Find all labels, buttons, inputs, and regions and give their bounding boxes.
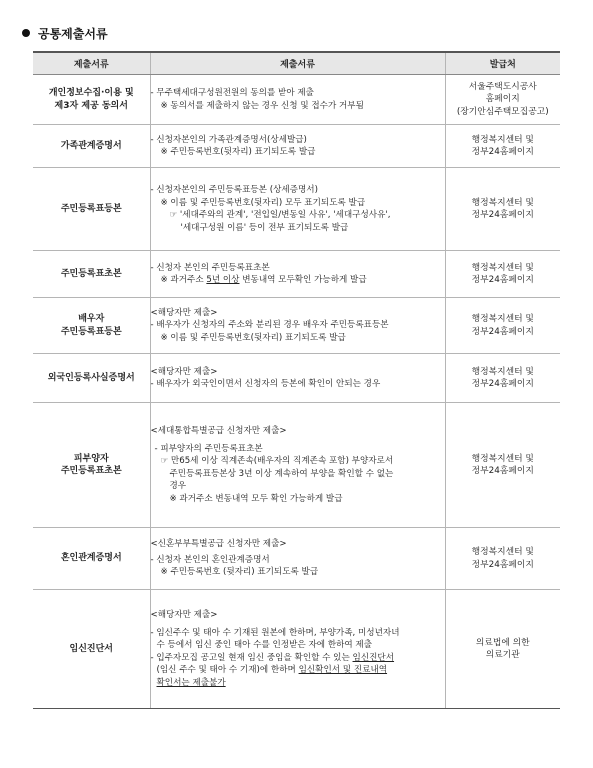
document-name: 임신진단서 [33, 590, 150, 709]
underlined-term: 임신확인서 및 진료내역 [298, 665, 388, 675]
table-row [33, 75, 560, 125]
document-name: 개인정보수집·이용 및 제3자 제공 동의서 [33, 75, 150, 125]
document-detail: <해당자만 제출> - 배우자가 외국인이면서 신청자의 등본에 확인이 안되는 경우 [150, 354, 445, 403]
document-detail: - 무주택세대구성원전원의 동의를 받아 제출 ※ 동의서를 제출하지 않는 경우 신청 및 접수가 거부됨 [150, 75, 445, 125]
document-detail: - 신청자 본인의 주민등록표초본 ※ 과거주소 5년 이상 변동내역 모두확인 가능하게 발급 [150, 251, 445, 298]
issuer: 행정복지센터 및 정부24홈페이지 [445, 168, 560, 251]
document-name: 가족관계증명서 [33, 125, 150, 168]
table-row [33, 125, 560, 168]
issuer: 서울주택도시공사 홈페이지 (장기안심주택모집공고) [445, 75, 560, 125]
document-detail: <세대통합특별공급 신청자만 제출> - 피부양자의 주민등록표초본 ☞ 만65세 이상 직계존속(배우자의 직계존속 포함) 부양자로서 주민등록표등본상 3년 이상 계속하여 부양을 확인할 수 없는 경우 ※ 과거주소 변동내역 모두 확인 가능하게 발급 [150, 403, 445, 528]
document-name: 배우자 주민등록표등본 [33, 298, 150, 354]
underlined-term: 확인서는 제출불가 [156, 677, 226, 688]
document-detail: <해당자만 제출> - 배우자가 신청자의 주소와 분리된 경우 배우자 주민등록표등본 ※ 이름 및 주민등록번호(뒷자리) 표기되도록 발급 [150, 298, 445, 354]
bullet-icon [22, 29, 30, 37]
underlined-period: 5년 이상 [206, 275, 240, 285]
issuer: 행정복지센터 및 정부24홈페이지 [445, 125, 560, 168]
header-issuer: 발급처 [445, 52, 560, 75]
document-name: 혼인관계증명서 [33, 528, 150, 590]
issuer: 의료법에 의한 의료기관 [445, 590, 560, 709]
table-row [33, 251, 560, 298]
issuer: 행정복지센터 및 정부24홈페이지 [445, 528, 560, 590]
document-name: 주민등록표초본 [33, 251, 150, 298]
table-row [33, 354, 560, 403]
header-document: 제출서류 [33, 52, 150, 75]
section-title: 공통제출서류 [38, 26, 108, 41]
section-heading [22, 24, 108, 42]
issuer: 행정복지센터 및 정부24홈페이지 [445, 354, 560, 403]
underlined-term: 임신진단서 [352, 652, 395, 663]
document-detail: - 신청자본인의 주민등록표등본 (상세증명서) ※ 이름 및 주민등록번호(뒷자리) 모두 표기되도록 발급 ☞ '세대주와의 관계', '전입일/변동일 사유', '세대구성사유', '세대구성원 이름' 등이 전부 표기되도록 발급 [150, 168, 445, 251]
document-name: 주민등록표등본 [33, 168, 150, 251]
documents-table [33, 51, 560, 709]
issuer: 행정복지센터 및 정부24홈페이지 [445, 298, 560, 354]
issuer: 행정복지센터 및 정부24홈페이지 [445, 403, 560, 528]
table-header-row [33, 52, 560, 75]
document-detail: - 신청자본인의 가족관계증명서(상세발급) ※ 주민등록번호(뒷자리) 표기되도록 발급 [150, 125, 445, 168]
table-row [33, 168, 560, 251]
document-detail: <해당자만 제출> - 임신주수 및 태아 수 기재된 원본에 한하며, 부양가족, 미성년자녀 수 등에서 임신 중인 태아 수를 인정받은 자에 한하여 제출 - 입주자모집 공고일 현재 임신 중임을 확인할 수 있는 임신진단서 (임신 주수 및 태아 수 기재)에 한하며 임신확인서 및 진료내역 확인서는 제출불가 [150, 590, 445, 709]
table-row [33, 298, 560, 354]
issuer: 행정복지센터 및 정부24홈페이지 [445, 251, 560, 298]
document-detail: <신혼부부특별공급 신청자만 제출> - 신청자 본인의 혼인관계증명서 ※ 주민등록번호 (뒷자리) 표기되도록 발급 [150, 528, 445, 590]
header-document-detail: 제출서류 [150, 52, 445, 75]
table-row [33, 590, 560, 709]
table-row [33, 403, 560, 528]
document-name: 피부양자 주민등록표초본 [33, 403, 150, 528]
document-name: 외국인등록사실증명서 [33, 354, 150, 403]
table-row [33, 528, 560, 590]
